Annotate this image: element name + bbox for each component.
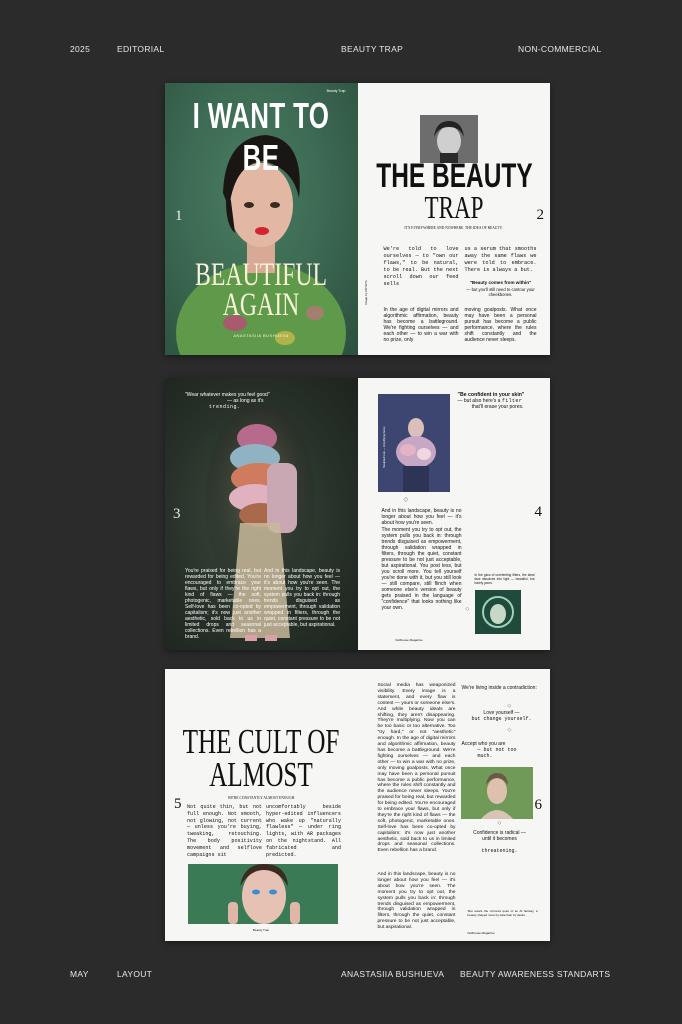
p5-title-2: ALMOST [209,755,313,794]
p2-mono-right: us a serum that smooths away the same flaws we were told to embrace. There is always a but. [464,246,537,273]
page-number-3: 3 [173,506,181,522]
spread-1 [165,83,550,355]
page-2 [358,83,551,355]
headline-bottom-2: AGAIN [222,287,300,323]
p3-quote-3: trending. [209,404,241,410]
p2-title-1: THE BEAUTY [375,157,533,195]
p3-quote-2: — as long as it's [227,398,264,404]
p3-quote-1: "Wear whatever makes you feel good" [185,392,270,398]
p6-side-1: We're living inside a contradiction: [461,685,537,691]
page1-brand: Beauty Trap [326,89,346,93]
header-section: EDITORIAL [117,44,165,54]
p4-body-a: And in this landscape, beauty is no longer about how you feel — it's about how you're seen. [381,508,462,526]
page-3 [165,378,358,650]
footer-author: ANASTASIIA BUSHUEVA [341,969,445,979]
p2-quote-1: "Beauty comes from within" [469,280,532,285]
diamond-icon-4: ◇ [507,727,512,733]
diamond-icon-3: ◇ [507,703,512,709]
glowing-face-photo [475,590,521,634]
page-number-5: 5 [174,796,182,812]
p4-body-b: The moment you try to opt out, the system pulls you back in: through trends disguised as empowerment, through validation wrapped in filters, through the quiet, constant pressure to be not just acceptable, but aspirational. You post less, but you scroll more. You tell yourself you're done with it, but you still look — still compare, still flinch when someone else's version of beauty gets praised in the language of "confidence" that looks nothing like your own. [381,527,462,611]
diamond-icon: ◇ [403,497,409,503]
p6-side-3b: — but not too much. [477,747,517,759]
p5-title-1: THE CULT OF [182,722,340,761]
page1-credit: ANASTASIIA BUSHUEVA [233,333,289,338]
page-number-1: 1 [175,208,183,224]
p5-footer: Beauty Trap [252,928,270,932]
p4-footer: Dollhouse Magazine [395,638,423,642]
p5-mono-right: uncomfortably beside hyper-edited influencers who wake up "naturally flawless" — under ring lights, with AR packages on the nightstand. All fabricated and predicted. [266,804,341,858]
header-year: 2025 [70,44,91,54]
p4-quote-1: "Be confident in your skin" [457,392,525,398]
diamond-icon-5: ◇ [497,820,502,826]
footer-project: BEAUTY AWARENESS STANDARTS [460,969,611,979]
p2-body-left: In the age of digital mirrors and algorithmic affirmation, beauty has become a battleground. We're fighting ourselves — and each other — to win a war with no prize, only [383,307,459,343]
footer-type: LAYOUT [117,969,153,979]
diamond-icon-2: ◇ [465,606,470,612]
p6-body-b: And in this landscape, beauty is no longer about how you feel — it's about how you're seen. The moment you try to opt out, the system pulls you back in: through trends disguised as empowerment, through validation wrapped in filters, through the quiet, constant pressure to be not just acceptable, but aspirational. [377,872,456,931]
p4-quote-mono: filter [501,398,523,404]
p6-caption: She wears the mirrored quiet of an AI fantasy, a beauty shaped more by data than by desire. [467,909,538,917]
header-license: NON-COMMERCIAL [518,44,602,54]
spread-2 [165,378,550,650]
p6-side-2b: but change yourself. [471,716,532,722]
header-title: BEAUTY TRAP [341,44,404,54]
page-1 [165,83,358,355]
p6-body-a: Social media has weaponized visibility. Every image is a statement, and every flaw is content — yours or someone else's. And while beauty ideals are shifting, they aren't disappearing. They're multiplying. Now you can be too basic or too alternative. Too "try hard," or not "aesthetic" enough. In the age of digital mirrors and algorithmic affirmation, beauty has become a battleground. We're fighting ourselves — and each other — to win a war with no prize, only moving goalposts. What once may have been a personal pursuit has become a public performance, where the rules shift constantly and the audience never sleeps. You're praised for being real, but rewarded for being edited. You're encouraged to embrace your flaws, but only if they're the right kind of flaws — the soft, photogenic, marketable ones. Self-love has been co-opted by capitalism; it's now just another aesthetic, sold back to us in limited drops and seasonal collections. Even rebellion has a brand. [377,683,456,854]
page-number-6: 6 [534,797,542,813]
p2-deck: IT'S EVERYWHERE AND NOWHERE. THE IDEA OF BEAUTY. [404,226,503,230]
short-hair-portrait-photo [461,767,533,819]
page-6 [358,669,551,941]
p6-side-4: Confidence is radical — until it becomes [473,830,526,842]
spread-3 [165,669,550,941]
p3-body-right: And in this landscape, beauty is no longer about how you feel — it's about how you're seen. The moment you try to opt out, the system pulls you back in: through trends disguised as empowerment, through validation wrapped in filters, through the quiet, constant pressure to be not just acceptable, but aspirational. [264,568,340,628]
p2-quote-2: — but you'll still need to contour your cheekbones. [466,287,535,297]
p4-quote-2: — but also here's a [457,398,501,404]
p3-body-left: You're praised for being real, but rewarded for being edited. You're encouraged to embrace your flaws, but only if they're the right kind of flaws — the soft, photogenic, marketable ones. Self-love has been co-opted by capitalism; it's now just another aesthetic, sold back to us in limited drops and seasonal collections. Even rebellion has a brand. [185,568,261,640]
page-number-2: 2 [536,207,544,223]
bw-portrait-photo [420,115,478,163]
p2-body-right: moving goalposts. What once may have been a personal pursuit has become a public performance, where the rules shift constantly and the audience never sleeps. [464,307,537,343]
p6-side-4b: threatening. [481,848,518,854]
p2-title-2: TRAP [424,189,483,225]
flowers-portrait-photo [378,394,450,492]
page-5 [165,669,358,941]
p4-caption: In the glow of unrelenting filters, the ideal face dissolves into light — beautiful, but barely yours. [474,573,535,585]
blue-eyes-portrait-photo [188,864,338,924]
p6-footer: Dollhouse Magazine [467,931,495,935]
headline-bottom-1: BEAUTIFUL [194,257,327,293]
headline-top: I WANT TO BE [192,95,330,178]
footer-month: MAY [70,969,89,979]
p2-vertical-credit: Image by ANTEYA [363,280,368,305]
p4-quote-3: that'll erase your pores. [471,404,524,410]
p5-deck: WE'RE CONSTANTLY ALMOST ENOUGH [227,796,295,800]
p4-vertical-caption: Sculpted look — Amplifying faces [381,426,386,468]
p6-side-3: Accept who you are [461,741,506,747]
page-4 [358,378,551,650]
page-number-4: 4 [534,504,542,520]
p2-mono-left: We're told to love ourselves — to "own our flaws," to be natural, to be real. But the next scroll down our feed sells [383,246,459,287]
p6-side-2: Love yourself — [483,710,520,716]
p5-mono-left: Not quite thin, but not full enough. Not smooth, not glowing, not current — unless you're buying, tweaking, retouching. The body positivity movement and selflove campaigns sit [187,804,262,858]
